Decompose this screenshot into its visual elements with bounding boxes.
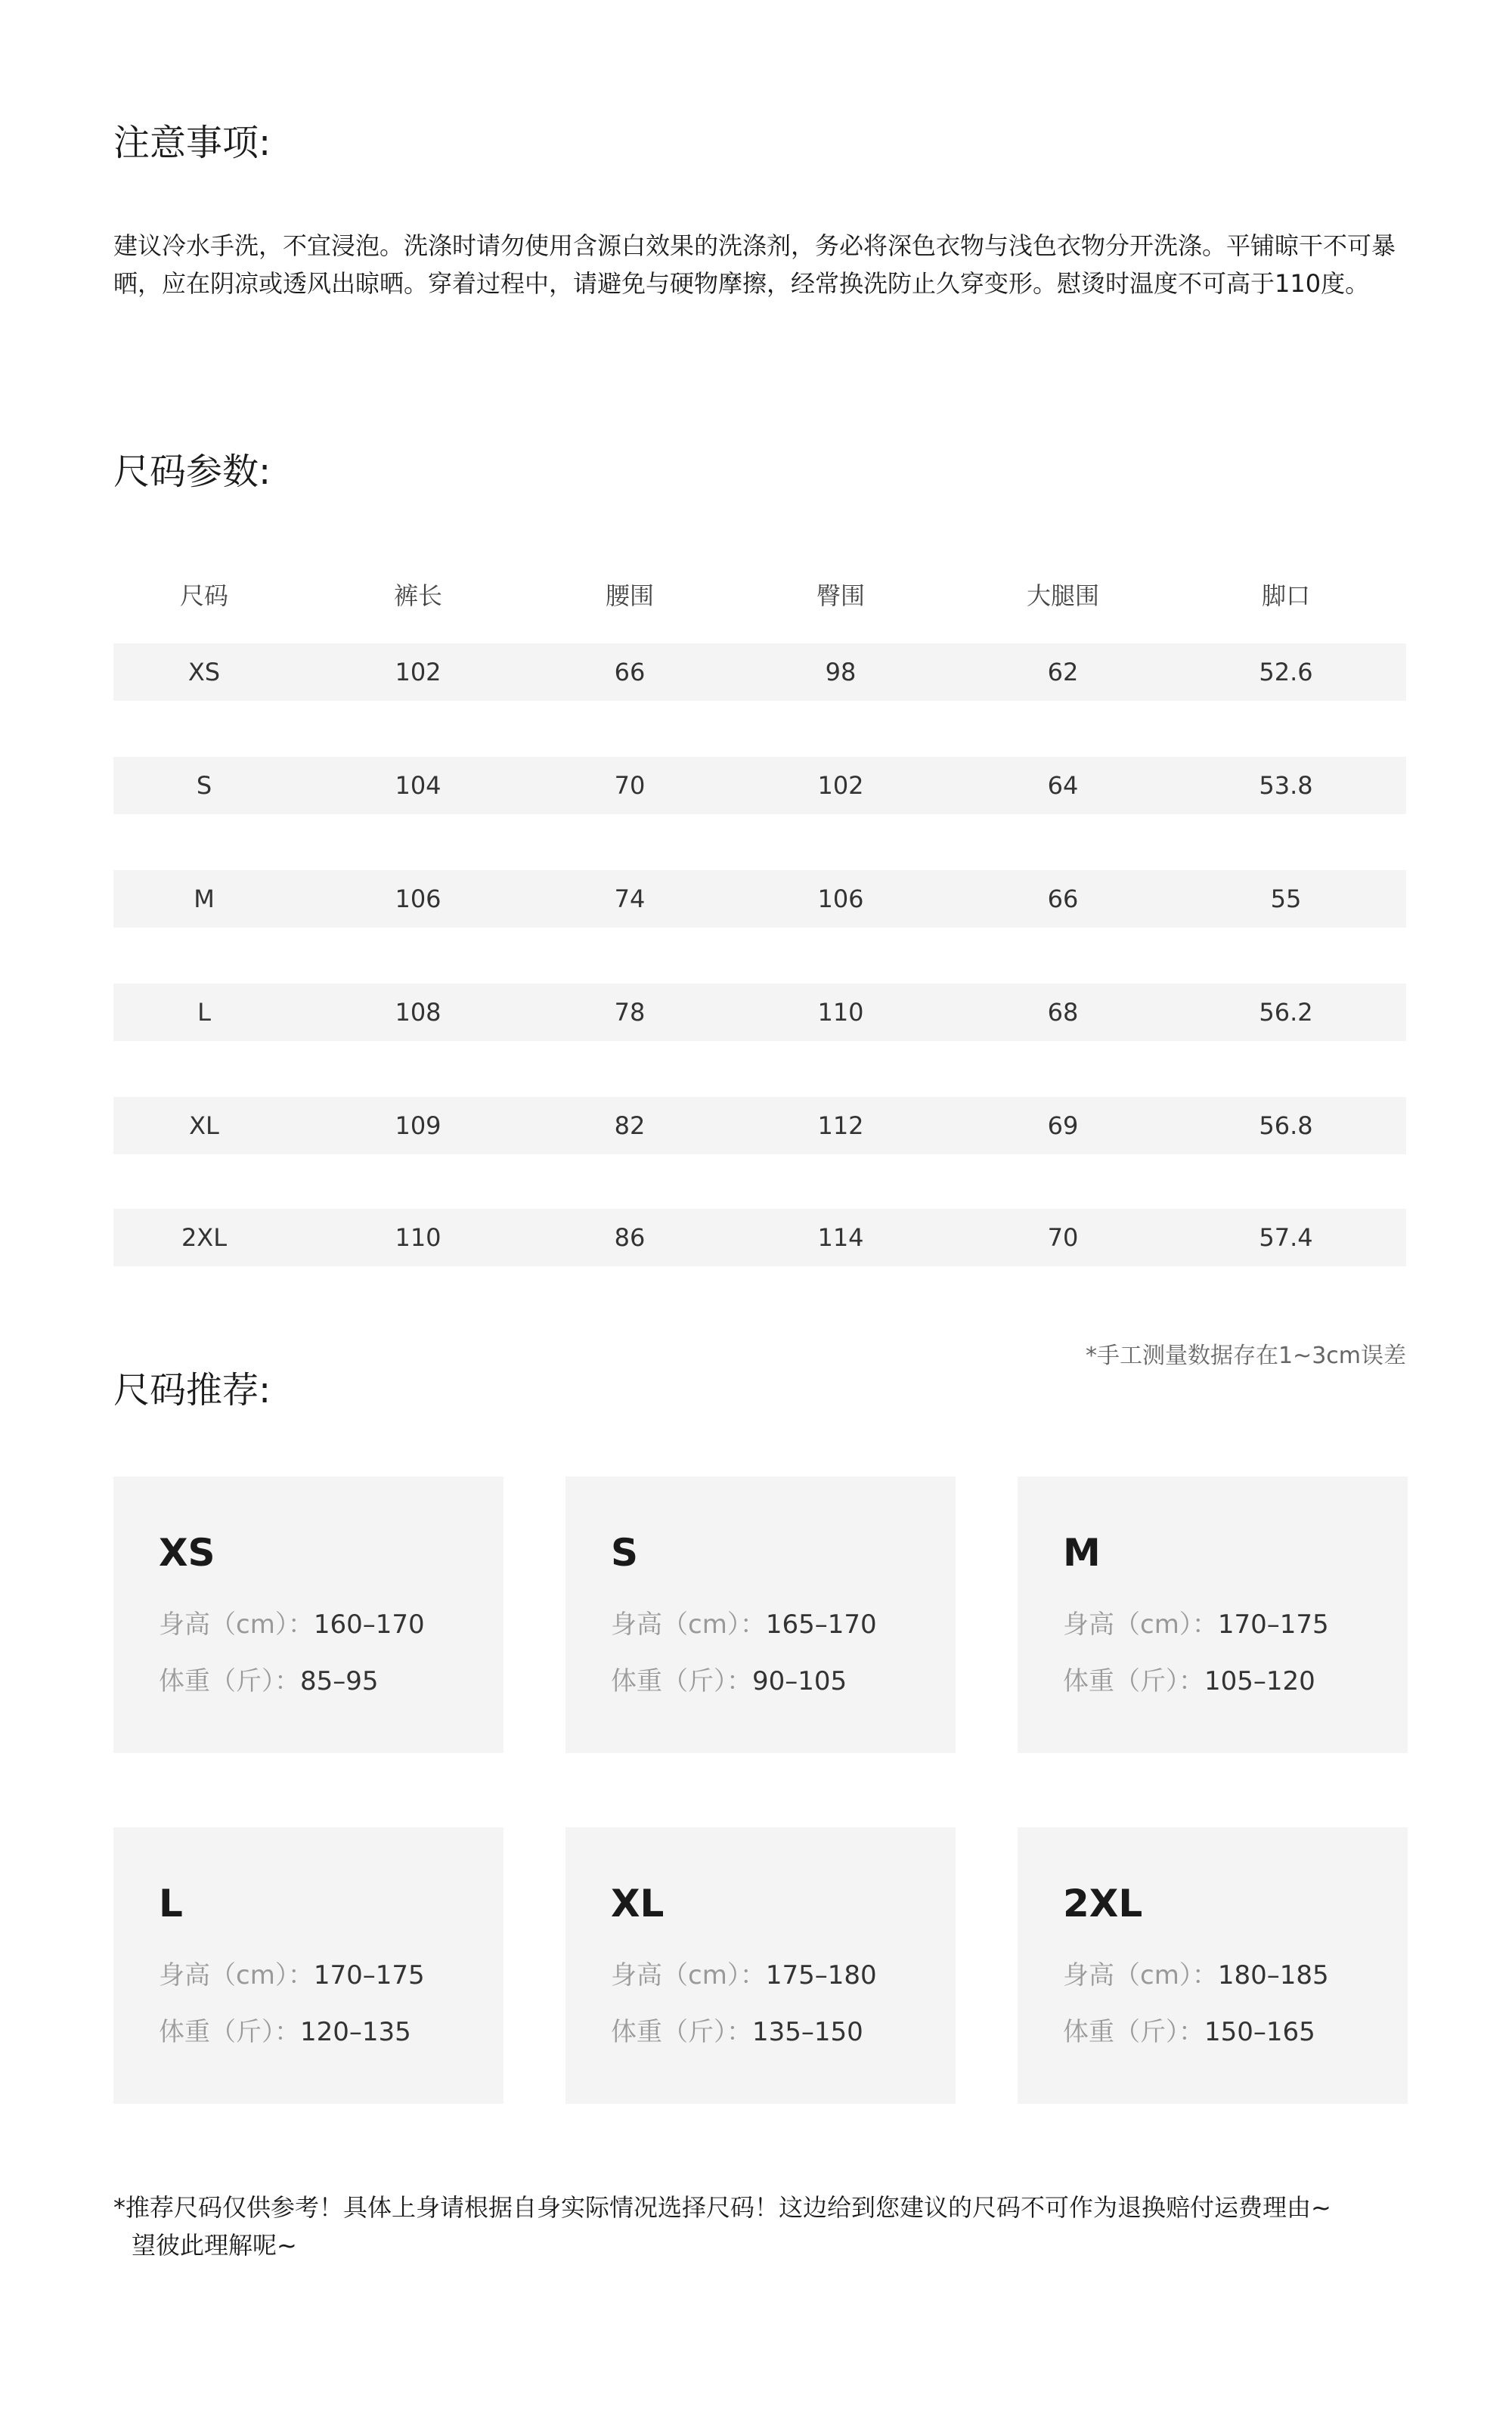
recommend-card-2xl <box>1018 1827 1408 2104</box>
card-size: 2XL <box>1063 1882 1143 1925</box>
table-cell: 86 <box>614 1223 646 1252</box>
table-cell: 52.6 <box>1259 658 1313 686</box>
table-cell: 70 <box>614 771 646 800</box>
table-row <box>113 984 1406 1041</box>
recommend-title: 尺码推荐: <box>113 1369 271 1411</box>
table-row <box>113 643 1406 701</box>
recommend-card-l <box>113 1827 503 2104</box>
table-cell: 106 <box>817 885 864 913</box>
table-cell: 2XL <box>181 1223 228 1252</box>
table-cell: 66 <box>614 658 646 686</box>
measurement-note: *手工测量数据存在1~3cm误差 <box>1085 1343 1406 1369</box>
table-cell: 110 <box>817 998 864 1027</box>
header-cell: 臀围 <box>816 581 865 610</box>
header-cell: 大腿围 <box>1026 581 1099 610</box>
table-row <box>113 1209 1406 1266</box>
table-cell: 82 <box>614 1111 646 1140</box>
table-cell: 106 <box>395 885 442 913</box>
recommend-card-s <box>565 1476 956 1753</box>
table-row <box>113 1097 1406 1154</box>
table-cell: 74 <box>614 885 646 913</box>
care-text: 建议冷水手洗，不宜浸泡。洗涤时请勿使用含源白效果的洗涤剂，务必将深色衣物与浅色衣物分开洗涤。平铺晾干不可暴晒，应在阴凉或透风出晾晒。穿着过程中，请避免与硬物摩擦，经常换洗防止久穿变形。慰烫时温度不可高于110度。 <box>113 231 1396 298</box>
table-cell: 109 <box>395 1111 442 1140</box>
table-cell: 98 <box>825 658 857 686</box>
care-title: 注意事项: <box>113 122 271 164</box>
recommend-card-xs <box>113 1476 503 1753</box>
table-cell: 102 <box>817 771 864 800</box>
card-size: XS <box>159 1531 215 1575</box>
card-weight: 体重（斤）：90–105 <box>611 1666 847 1696</box>
table-cell: 78 <box>614 998 646 1027</box>
card-height: 身高（cm）：165–170 <box>611 1609 877 1640</box>
table-cell: 114 <box>817 1223 864 1252</box>
table-cell: 70 <box>1047 1223 1079 1252</box>
table-cell: 108 <box>395 998 442 1027</box>
table-cell: L <box>197 998 211 1027</box>
card-size: S <box>611 1531 639 1575</box>
card-height: 身高（cm）：170–175 <box>1063 1609 1329 1640</box>
footer-note-line2: 望彼此理解呢~ <box>132 2231 297 2260</box>
table-row <box>113 757 1406 814</box>
table-cell: 66 <box>1047 885 1079 913</box>
card-height: 身高（cm）：180–185 <box>1063 1960 1329 1991</box>
card-weight: 体重（斤）：120–135 <box>159 2017 411 2047</box>
footer-note <box>113 2189 1414 2264</box>
card-weight: 体重（斤）：85–95 <box>159 1666 379 1696</box>
table-cell: 56.8 <box>1259 1111 1313 1140</box>
card-weight: 体重（斤）：150–165 <box>1063 2017 1315 2047</box>
table-cell: 64 <box>1047 771 1079 800</box>
table-cell: XS <box>187 658 221 686</box>
table-cell: S <box>196 771 212 800</box>
table-header-row <box>113 567 1406 624</box>
table-cell: 57.4 <box>1259 1223 1313 1252</box>
table-cell: 55 <box>1270 885 1302 913</box>
size-params-title: 尺码参数: <box>113 451 271 493</box>
footer-note-line1: *推荐尺码仅供参考！具体上身请根据自身实际情况选择尺码！这边给到您建议的尺码不可作为退换赔付运费理由~ <box>113 2193 1331 2222</box>
recommend-card-m <box>1018 1476 1408 1753</box>
table-cell: 102 <box>395 658 442 686</box>
card-height: 身高（cm）：160–170 <box>159 1609 425 1640</box>
recommend-card-xl <box>565 1827 956 2104</box>
header-cell: 腰围 <box>605 581 654 610</box>
card-size: L <box>159 1882 183 1925</box>
card-height: 身高（cm）：170–175 <box>159 1960 425 1991</box>
table-cell: 56.2 <box>1259 998 1313 1027</box>
card-size: M <box>1063 1531 1101 1575</box>
table-cell: 53.8 <box>1259 771 1313 800</box>
header-cell: 尺码 <box>179 581 228 610</box>
table-cell: XL <box>189 1111 219 1140</box>
table-cell: 69 <box>1047 1111 1079 1140</box>
header-cell: 裤长 <box>393 581 442 610</box>
card-weight: 体重（斤）：105–120 <box>1063 1666 1315 1696</box>
table-cell: 110 <box>395 1223 442 1252</box>
table-row <box>113 870 1406 928</box>
card-size: XL <box>611 1882 665 1925</box>
card-height: 身高（cm）：175–180 <box>611 1960 877 1991</box>
table-cell: M <box>194 885 215 913</box>
card-weight: 体重（斤）：135–150 <box>611 2017 863 2047</box>
table-cell: 68 <box>1047 998 1079 1027</box>
table-cell: 112 <box>817 1111 864 1140</box>
table-cell: 62 <box>1047 658 1079 686</box>
table-cell: 104 <box>395 771 442 800</box>
header-cell: 脚口 <box>1261 581 1310 610</box>
